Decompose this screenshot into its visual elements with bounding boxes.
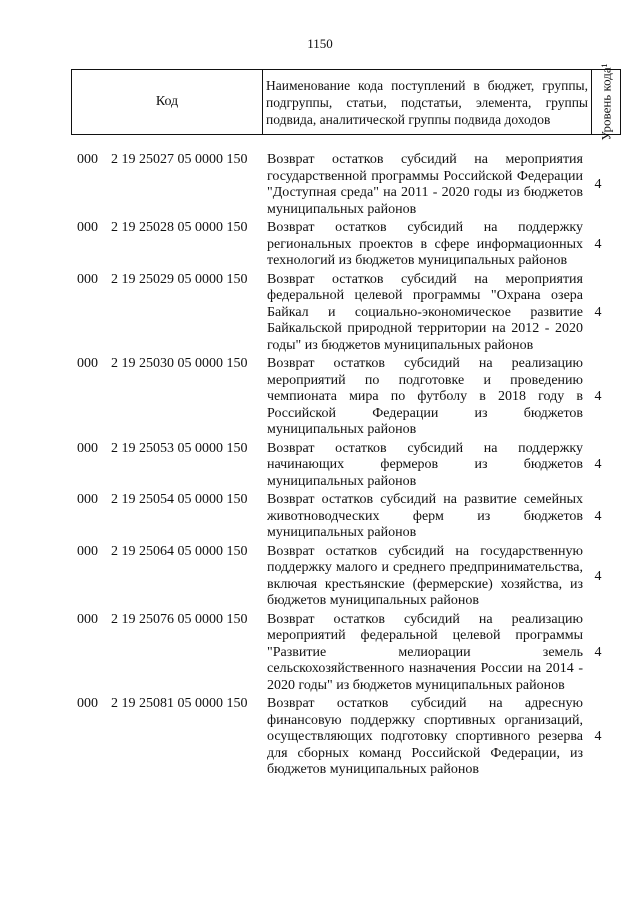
row-code: 2 19 25053 05 0000 150 [111,440,248,456]
table-row [0,272,640,355]
row-description: Возврат остатков субсидий на государственную поддержку малого и среднего предпринимательства, включая крестьянские (фермерские) хозяйства, из бюджетов муниципальных районов [267,543,583,608]
row-code: 2 19 25028 05 0000 150 [111,220,248,235]
header-level-cell [592,63,621,141]
row-level: 4 [594,644,602,660]
row-code: 2 19 25081 05 0000 150 [111,696,248,711]
row-code: 2 19 25064 05 0000 150 [111,543,248,559]
row-level: 4 [594,457,602,473]
row-level: 4 [594,389,602,405]
row-prefix: 000 [77,220,98,235]
row-description: Возврат остатков субсидий на адресную финансовую поддержку спортивных организаций, осуществляющих подготовку спортивного резерва для сборных команд Российской Федерации, из бюджетов муниципальных районов [267,696,583,777]
table-header [71,63,621,141]
row-description: Возврат остатков субсидий на развитие семейных животноводческих ферм из бюджетов муниципальных районов [267,492,583,540]
table-body [0,152,640,781]
table-row [0,544,640,610]
row-prefix: 000 [77,611,98,627]
row-code: 2 19 25030 05 0000 150 [111,356,248,371]
header-name: Наименование кода поступлений в бюджет, группы, подгруппы, статьи, подстатьи, элемента, группы подвида, аналитической группы подвида доходов [263,70,592,135]
table-row [0,612,640,695]
table-row [0,696,640,779]
row-level: 4 [594,568,602,584]
row-prefix: 000 [77,696,98,711]
row-description: Возврат остатков субсидий на мероприятия федеральной целевой программы "Охрана озера Байкал и социально-экономическое развитие Байкальской природной территории на 2012 - 2020 годы" из бюджетов муниципальных районов [267,271,583,353]
header-code: Код [72,70,263,135]
row-code: 2 19 25076 05 0000 150 [111,611,248,627]
row-prefix: 000 [77,152,98,167]
table-row [0,152,640,218]
row-prefix: 000 [77,492,98,507]
row-code: 2 19 25027 05 0000 150 [111,152,248,167]
row-prefix: 000 [77,356,98,371]
row-code: 2 19 25054 05 0000 150 [111,492,248,507]
table-row [0,220,640,270]
row-description: Возврат остатков субсидий на поддержку начинающих фермеров из бюджетов муниципальных районов [267,440,583,489]
row-level: 4 [594,177,602,192]
table-row [0,356,640,439]
row-description: Возврат остатков субсидий на мероприятия государственной программы Российской Федерации "Доступная среда" на 2011 - 2020 годы из бюджетов муниципальных районов [267,152,583,217]
header-level: Уровень кода¹ [598,63,614,141]
row-description: Возврат остатков субсидий на реализацию мероприятий федеральной целевой программы "Развитие мелиорации земель сельскохозяйственного назначения России на 2014 - 2020 годы" из бюджетов муниципальных районов [267,611,583,693]
row-description: Возврат остатков субсидий на поддержку региональных проектов в сфере информационных технологий из бюджетов муниципальных районов [267,220,583,268]
table-row [0,492,640,542]
row-description: Возврат остатков субсидий на реализацию мероприятий по подготовке и проведению чемпионата мира по футболу в 2018 году в Российской Федерации из бюджетов муниципальных районов [267,356,583,437]
row-level: 4 [594,304,602,320]
row-level: 4 [594,236,602,252]
row-level: 4 [594,508,602,524]
row-prefix: 000 [77,440,98,456]
row-code: 2 19 25029 05 0000 150 [111,271,248,287]
row-prefix: 000 [77,271,98,287]
table-row [0,441,640,491]
row-level: 4 [594,729,602,745]
row-prefix: 000 [77,543,98,559]
page-number: 1150 [307,36,333,51]
